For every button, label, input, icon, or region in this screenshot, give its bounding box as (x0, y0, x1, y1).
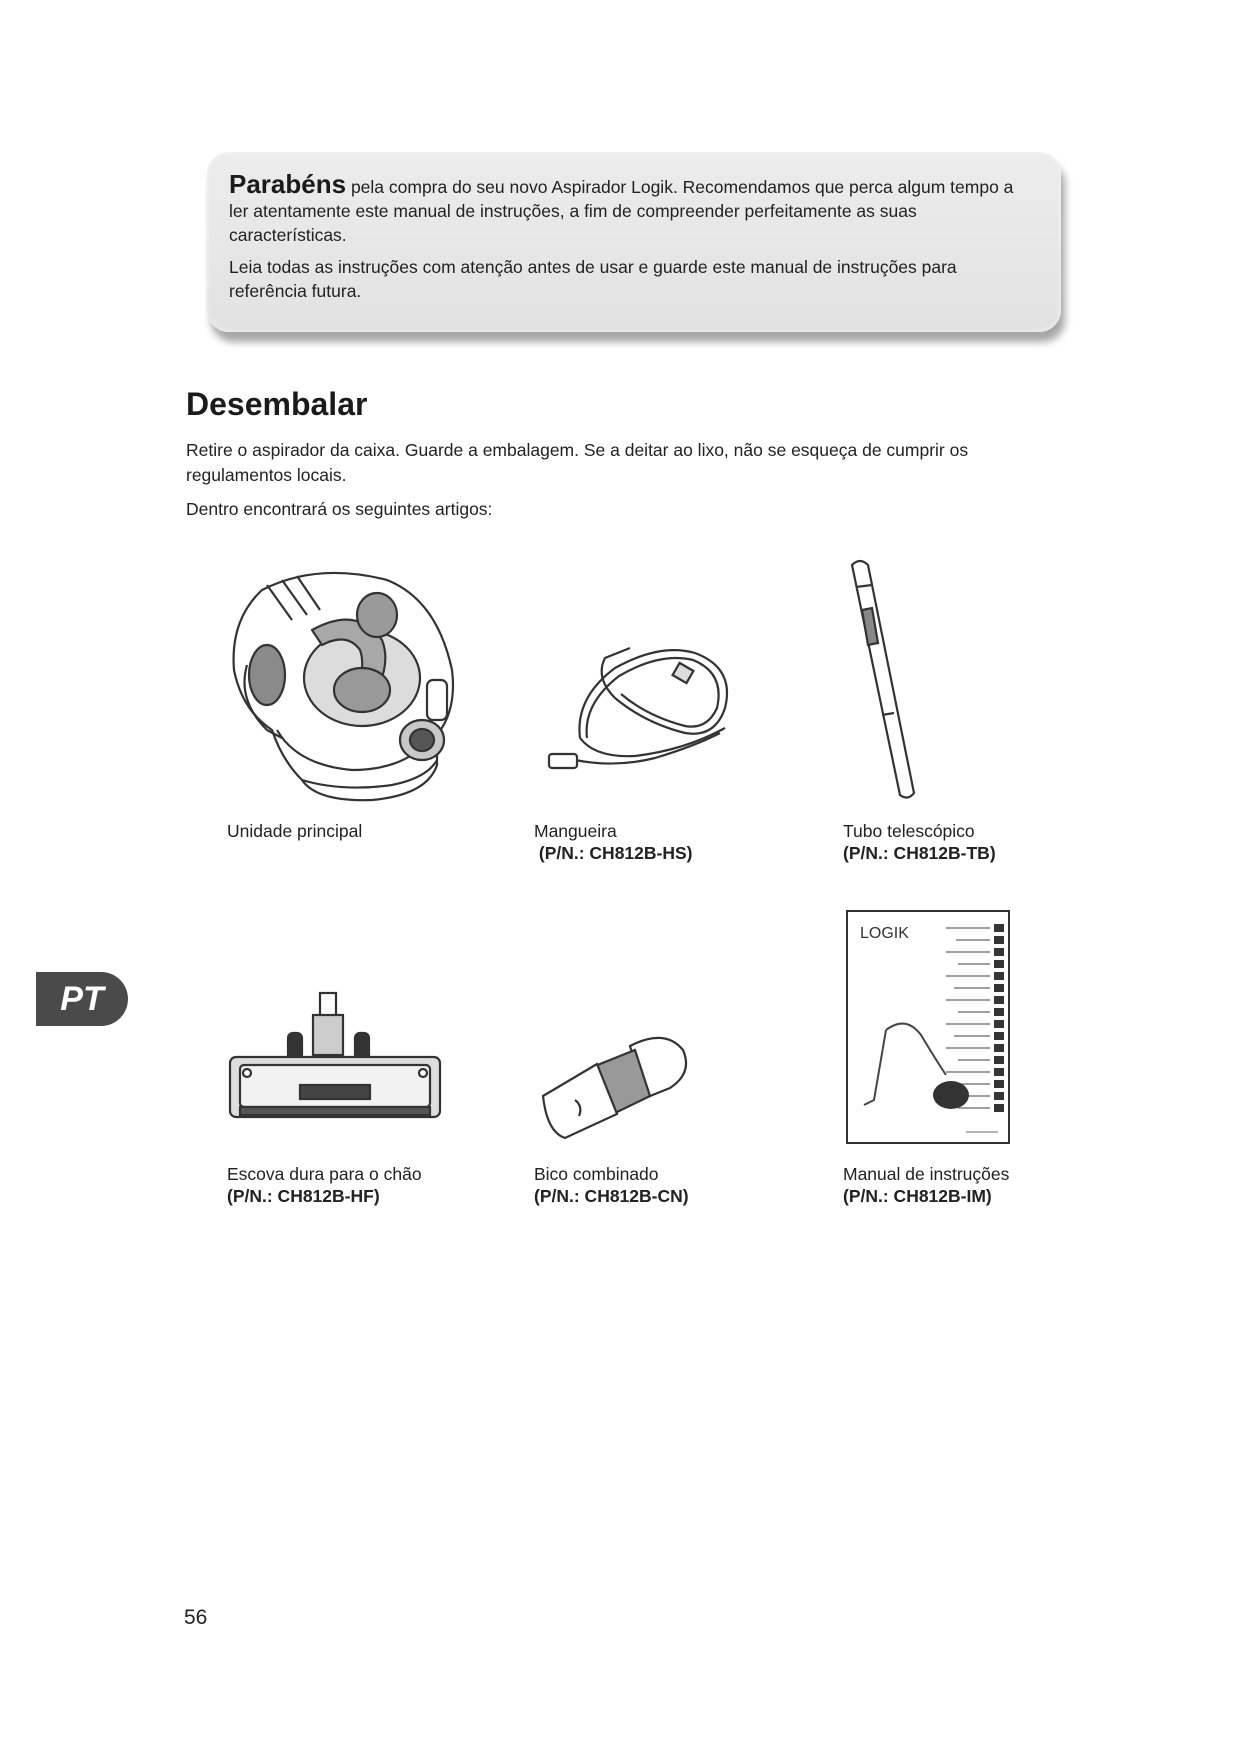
item-name: Manual de instruções (843, 1164, 1010, 1184)
page-number: 56 (184, 1606, 208, 1629)
item-name: Unidade principal (227, 821, 363, 841)
floor-brush-illustration (225, 985, 445, 1135)
item-part-number: (P/N.: CH812B-TB) (843, 843, 996, 863)
section-body (186, 438, 1046, 531)
section-paragraph-2: Dentro encontrará os seguintes artigos: (186, 499, 493, 519)
item-caption-hose (534, 820, 693, 864)
hose-illustration (535, 638, 745, 788)
intro-text-1: pela compra do seu novo Aspirador Logik. Recomendamos que perca algum tempo a ler atentamente este manual de instruções, a fim de compreender perfeitamente as suas características. (229, 177, 1014, 245)
item-part-number: (P/N.: CH812B-HS) (534, 843, 693, 863)
language-tab: PT (36, 972, 128, 1026)
item-name: Mangueira (534, 821, 617, 841)
instruction-manual-illustration (846, 910, 1011, 1144)
item-name: Tubo telescópico (843, 821, 975, 841)
intro-paragraph-1 (229, 169, 1035, 247)
intro-box (207, 152, 1061, 332)
item-part-number: (P/N.: CH812B-IM) (843, 1186, 992, 1206)
intro-paragraph-2: Leia todas as instruções com atenção antes de usar e guarde este manual de instruções para referência futura. (229, 257, 957, 301)
item-caption-floor-brush (227, 1163, 422, 1207)
item-caption-combination-nozzle (534, 1163, 689, 1207)
combination-nozzle-illustration (535, 1028, 695, 1140)
section-title: Desembalar (186, 386, 368, 422)
item-caption-instruction-manual (843, 1163, 1009, 1207)
item-name: Escova dura para o chão (227, 1164, 422, 1184)
intro-lead: Parabéns (229, 169, 347, 199)
item-part-number: (P/N.: CH812B-HF) (227, 1186, 380, 1206)
item-name: Bico combinado (534, 1164, 659, 1184)
main-unit-illustration (222, 560, 472, 805)
item-caption-main-unit (227, 820, 362, 842)
section-paragraph-1: Retire o aspirador da caixa. Guarde a embalagem. Se a deitar ao lixo, não se esqueça de cumprir os regulamentos locais. (186, 440, 969, 485)
telescopic-tube-illustration (838, 555, 928, 805)
item-caption-telescopic-tube (843, 820, 996, 864)
item-part-number: (P/N.: CH812B-CN) (534, 1186, 689, 1206)
manual-brand: LOGIK (860, 925, 909, 942)
